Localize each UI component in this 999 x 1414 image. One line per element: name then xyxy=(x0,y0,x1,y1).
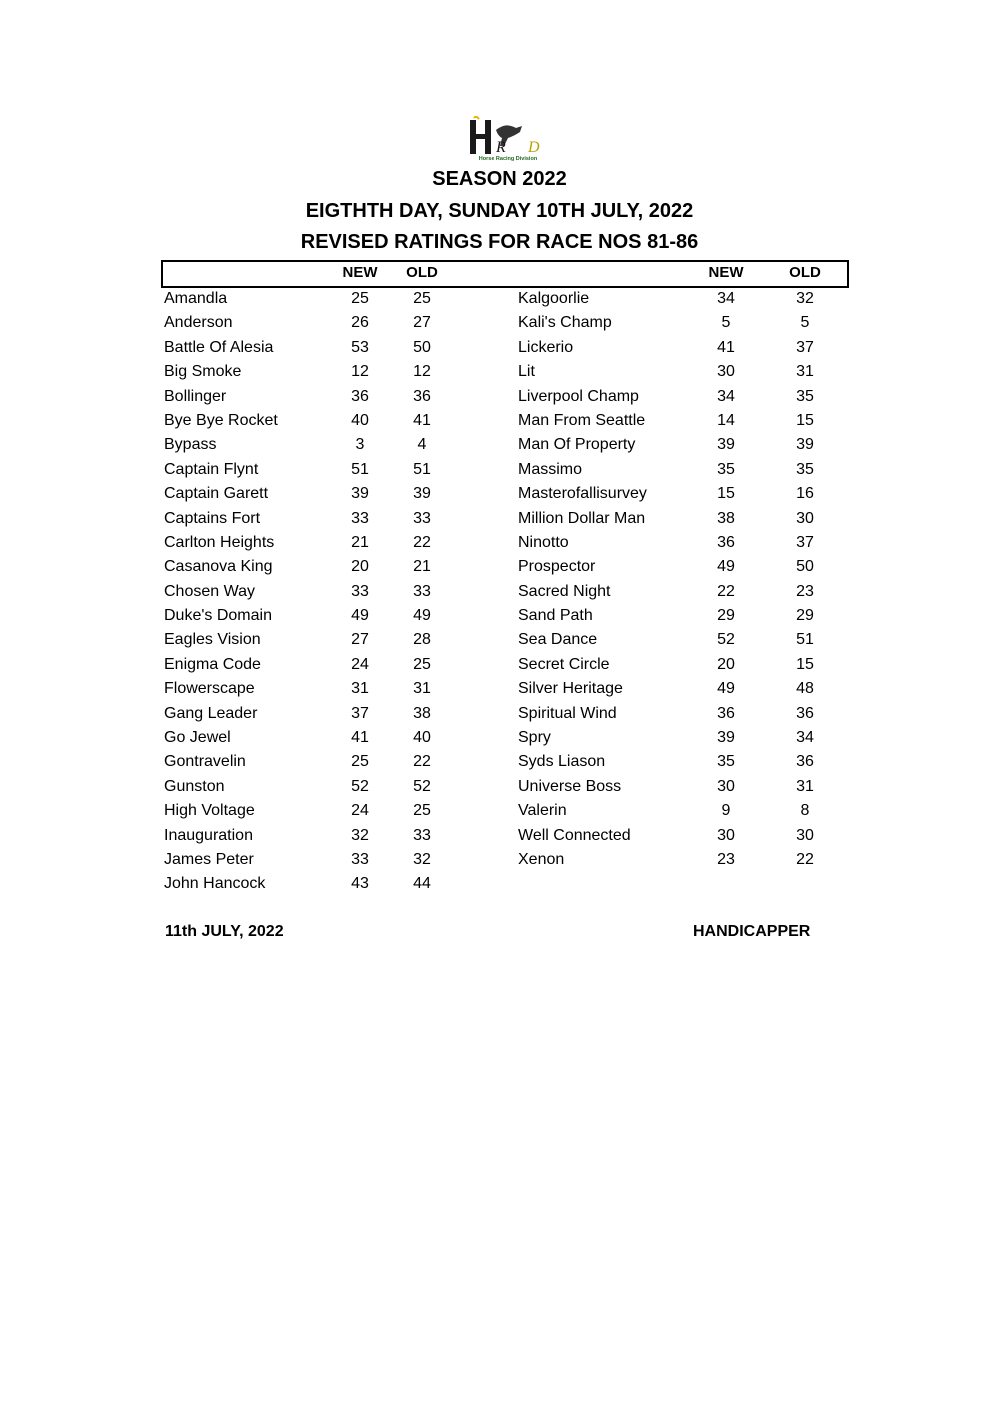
horse-name: Man Of Property xyxy=(518,436,636,454)
new-rating: 24 xyxy=(351,655,369,673)
old-rating: 37 xyxy=(796,338,814,356)
old-rating: 35 xyxy=(796,460,814,478)
left-new-header: NEW xyxy=(342,264,378,281)
horse-name: Go Jewel xyxy=(164,729,231,747)
rating-row xyxy=(164,824,464,848)
horse-name: Gang Leader xyxy=(164,704,258,722)
ratings-list-right xyxy=(518,287,848,872)
new-rating: 52 xyxy=(351,777,369,795)
new-rating: 32 xyxy=(351,826,369,844)
svg-text:D: D xyxy=(528,139,540,156)
rating-row xyxy=(518,555,848,579)
horse-name: Amandla xyxy=(164,290,228,307)
new-rating: 36 xyxy=(717,704,735,722)
rating-row xyxy=(164,799,464,823)
old-rating: 35 xyxy=(796,387,814,405)
new-rating: 36 xyxy=(717,533,735,551)
new-rating: 51 xyxy=(351,460,369,478)
old-rating: 8 xyxy=(800,802,810,820)
new-rating: 35 xyxy=(717,460,735,478)
rating-row xyxy=(518,653,848,677)
old-rating: 31 xyxy=(796,363,814,381)
old-rating: 27 xyxy=(413,314,431,332)
old-rating: 51 xyxy=(796,631,814,649)
old-rating: 15 xyxy=(796,411,814,429)
new-rating: 49 xyxy=(717,558,735,576)
horse-name: Anderson xyxy=(164,314,233,332)
rating-row xyxy=(164,311,464,335)
old-rating: 36 xyxy=(796,704,814,722)
old-rating: 25 xyxy=(413,655,431,673)
rating-row xyxy=(164,287,464,311)
horse-name: Ninotto xyxy=(518,533,569,551)
old-rating: 36 xyxy=(796,753,814,771)
old-rating: 49 xyxy=(413,607,431,625)
rating-row xyxy=(518,360,848,384)
rating-row xyxy=(164,531,464,555)
new-rating: 43 xyxy=(351,875,369,893)
old-rating: 52 xyxy=(413,777,431,795)
rating-row xyxy=(518,409,848,433)
new-rating: 30 xyxy=(717,777,735,795)
ratings-subtitle: REVISED RATINGS FOR RACE NOS 81-86 xyxy=(300,231,699,253)
old-rating: 33 xyxy=(413,826,431,844)
new-rating: 26 xyxy=(351,314,369,332)
logo-caption: Horse Racing Division xyxy=(478,156,538,162)
horse-name: Spiritual Wind xyxy=(518,704,617,722)
horse-name: Universe Boss xyxy=(518,777,622,795)
old-rating: 44 xyxy=(413,875,431,893)
new-rating: 22 xyxy=(717,582,735,600)
footer-signature: HANDICAPPER xyxy=(693,923,811,940)
rating-row xyxy=(518,580,848,604)
rating-row xyxy=(518,482,848,506)
horse-name: Masterofallisurvey xyxy=(518,485,647,503)
horse-name: Silver Heritage xyxy=(518,680,623,698)
horse-name: Sacred Night xyxy=(518,582,611,600)
old-rating: 32 xyxy=(413,850,431,868)
horse-name: Flowerscape xyxy=(164,680,255,698)
rating-row xyxy=(518,848,848,872)
new-rating: 49 xyxy=(717,680,735,698)
old-rating: 38 xyxy=(413,704,431,722)
old-rating: 33 xyxy=(413,582,431,600)
new-rating: 20 xyxy=(717,655,735,673)
new-rating: 37 xyxy=(351,704,369,722)
old-rating: 33 xyxy=(413,509,431,527)
horse-name: Lickerio xyxy=(518,338,574,356)
old-rating: 29 xyxy=(796,607,814,625)
old-rating: 37 xyxy=(796,533,814,551)
new-rating: 39 xyxy=(717,729,735,747)
new-rating: 40 xyxy=(351,411,369,429)
rating-row xyxy=(164,360,464,384)
new-rating: 53 xyxy=(351,338,369,356)
horse-name: Casanova King xyxy=(164,558,273,576)
rating-row xyxy=(164,555,464,579)
rating-row xyxy=(518,799,848,823)
horse-name: Million Dollar Man xyxy=(518,509,646,527)
old-rating: 41 xyxy=(413,411,431,429)
rating-row xyxy=(164,775,464,799)
rating-row xyxy=(164,385,464,409)
rating-row xyxy=(518,726,848,750)
new-rating: 52 xyxy=(717,631,735,649)
rating-row xyxy=(164,726,464,750)
horse-name: Syds Liason xyxy=(518,753,606,771)
new-rating: 9 xyxy=(721,802,731,820)
old-rating: 31 xyxy=(413,680,431,698)
rating-row xyxy=(164,458,464,482)
horse-name: Captain Flynt xyxy=(164,460,259,478)
horse-name: Massimo xyxy=(518,460,583,478)
rating-row xyxy=(518,531,848,555)
horse-name: Xenon xyxy=(518,850,565,868)
horse-name: Bye Bye Rocket xyxy=(164,411,278,429)
rating-row xyxy=(164,750,464,774)
rating-row xyxy=(164,848,464,872)
season-title: SEASON 2022 xyxy=(432,168,567,190)
new-rating: 21 xyxy=(351,533,369,551)
new-rating: 27 xyxy=(351,631,369,649)
old-rating: 4 xyxy=(417,436,427,454)
old-rating: 32 xyxy=(796,290,814,307)
horse-name: Kali's Champ xyxy=(518,314,612,332)
new-rating: 33 xyxy=(351,582,369,600)
old-rating: 25 xyxy=(413,290,431,307)
rating-row xyxy=(164,653,464,677)
horse-logo-icon xyxy=(466,116,550,158)
horse-name: Captains Fort xyxy=(164,509,261,527)
horse-name: Bypass xyxy=(164,436,217,454)
new-rating: 34 xyxy=(717,290,735,307)
new-rating: 24 xyxy=(351,802,369,820)
old-rating: 25 xyxy=(413,802,431,820)
old-rating: 22 xyxy=(796,850,814,868)
old-rating: 48 xyxy=(796,680,814,698)
new-rating: 29 xyxy=(717,607,735,625)
new-rating: 5 xyxy=(721,314,731,332)
new-rating: 36 xyxy=(351,387,369,405)
old-rating: 51 xyxy=(413,460,431,478)
rating-row xyxy=(164,580,464,604)
horse-name: Inauguration xyxy=(164,826,253,844)
old-rating: 23 xyxy=(796,582,814,600)
old-rating: 36 xyxy=(413,387,431,405)
old-rating: 21 xyxy=(413,558,431,576)
horse-name: Bollinger xyxy=(164,387,227,405)
rating-row xyxy=(164,872,464,896)
horse-name: Battle Of Alesia xyxy=(164,338,274,356)
old-rating: 12 xyxy=(413,363,431,381)
rating-row xyxy=(518,458,848,482)
old-rating: 22 xyxy=(413,753,431,771)
horse-name: Secret Circle xyxy=(518,655,610,673)
horse-name: High Voltage xyxy=(164,802,255,820)
rating-row xyxy=(518,750,848,774)
horse-name: Sea Dance xyxy=(518,631,598,649)
old-rating: 30 xyxy=(796,826,814,844)
old-rating: 30 xyxy=(796,509,814,527)
horse-name: Eagles Vision xyxy=(164,631,261,649)
new-rating: 35 xyxy=(717,753,735,771)
old-rating: 16 xyxy=(796,485,814,503)
rating-row xyxy=(164,336,464,360)
horse-name: Prospector xyxy=(518,558,596,576)
rating-row xyxy=(518,433,848,457)
footer-date: 11th JULY, 2022 xyxy=(165,923,284,940)
old-rating: 31 xyxy=(796,777,814,795)
new-rating: 20 xyxy=(351,558,369,576)
old-rating: 34 xyxy=(796,729,814,747)
new-rating: 34 xyxy=(717,387,735,405)
horse-name: Enigma Code xyxy=(164,655,261,673)
horse-name: Chosen Way xyxy=(164,582,255,600)
horse-name: Gunston xyxy=(164,777,225,795)
old-rating: 22 xyxy=(413,533,431,551)
race-day-title: EIGTHTH DAY, SUNDAY 10TH JULY, 2022 xyxy=(305,200,694,222)
horse-name: Liverpool Champ xyxy=(518,387,639,405)
left-old-header: OLD xyxy=(406,264,438,281)
old-rating: 39 xyxy=(796,436,814,454)
horse-name: Carlton Heights xyxy=(164,533,275,551)
new-rating: 25 xyxy=(351,753,369,771)
horse-name: Big Smoke xyxy=(164,363,242,381)
new-rating: 38 xyxy=(717,509,735,527)
horse-name: Lit xyxy=(518,363,535,381)
rating-row xyxy=(518,702,848,726)
old-rating: 5 xyxy=(800,314,810,332)
rating-row xyxy=(164,677,464,701)
new-rating: 30 xyxy=(717,363,735,381)
new-rating: 30 xyxy=(717,826,735,844)
new-rating: 49 xyxy=(351,607,369,625)
horse-name: Man From Seattle xyxy=(518,411,646,429)
horse-name: Gontravelin xyxy=(164,753,246,771)
new-rating: 3 xyxy=(355,436,365,454)
right-new-header: NEW xyxy=(708,264,744,281)
rating-row xyxy=(518,287,848,311)
rating-row xyxy=(518,677,848,701)
rating-row xyxy=(164,507,464,531)
old-rating: 40 xyxy=(413,729,431,747)
new-rating: 39 xyxy=(717,436,735,454)
horse-name: Duke's Domain xyxy=(164,607,272,625)
rating-row xyxy=(164,604,464,628)
new-rating: 33 xyxy=(351,509,369,527)
old-rating: 50 xyxy=(796,558,814,576)
horse-name: Spry xyxy=(518,729,551,747)
right-old-header: OLD xyxy=(789,264,821,281)
rating-row xyxy=(518,604,848,628)
horse-name: Sand Path xyxy=(518,607,593,625)
new-rating: 15 xyxy=(717,485,735,503)
rating-row xyxy=(164,409,464,433)
horse-name: Kalgoorlie xyxy=(518,290,590,307)
new-rating: 14 xyxy=(717,411,735,429)
rating-row xyxy=(164,702,464,726)
horse-name: Captain Garett xyxy=(164,485,269,503)
rating-row xyxy=(164,482,464,506)
rating-row xyxy=(518,824,848,848)
rating-row xyxy=(164,433,464,457)
new-rating: 41 xyxy=(351,729,369,747)
horse-name: Valerin xyxy=(518,802,567,820)
hrd-logo xyxy=(466,116,550,166)
rating-row xyxy=(518,775,848,799)
svg-text:R: R xyxy=(496,139,506,156)
old-rating: 15 xyxy=(796,655,814,673)
rating-row xyxy=(518,628,848,652)
old-rating: 50 xyxy=(413,338,431,356)
horse-name: John Hancock xyxy=(164,875,266,893)
rating-row xyxy=(164,628,464,652)
rating-row xyxy=(518,507,848,531)
old-rating: 28 xyxy=(413,631,431,649)
horse-name: Well Connected xyxy=(518,826,631,844)
new-rating: 41 xyxy=(717,338,735,356)
old-rating: 39 xyxy=(413,485,431,503)
horse-name: James Peter xyxy=(164,850,254,868)
new-rating: 31 xyxy=(351,680,369,698)
rating-row xyxy=(518,385,848,409)
new-rating: 23 xyxy=(717,850,735,868)
rating-row xyxy=(518,311,848,335)
new-rating: 25 xyxy=(351,290,369,307)
rating-row xyxy=(518,336,848,360)
ratings-list-left xyxy=(164,287,464,897)
new-rating: 39 xyxy=(351,485,369,503)
new-rating: 12 xyxy=(351,363,369,381)
new-rating: 33 xyxy=(351,850,369,868)
